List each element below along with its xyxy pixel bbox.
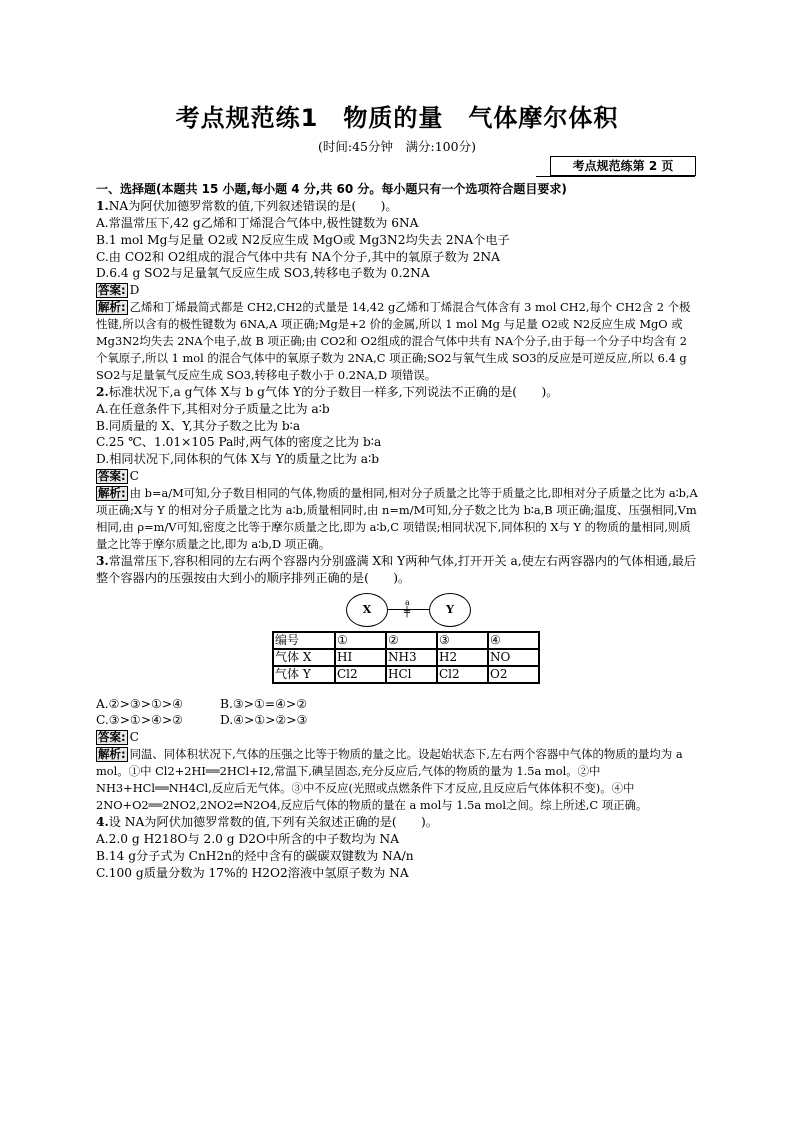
q1-option-a: A.常温常压下,42 g乙烯和丁烯混合气体中,极性键数为 6NA (96, 215, 419, 230)
q2-option-a: A.在任意条件下,其相对分子质量之比为 a∶b (96, 401, 330, 416)
explanation-label: 解析: (98, 747, 126, 762)
q4-option-c: C.100 g质量分数为 17%的 H2O2溶液中氢原子数为 NA (96, 865, 409, 880)
table-cell: Cl2 (437, 666, 488, 683)
page-subtitle: (时间:45分钟 满分:100分) (318, 139, 476, 154)
q3-explanation: 解析: 同温、同体积状况下,气体的压强之比等于物质的量之比。设起始状态下,左右两个容器中气体的物质的量均为 a mol。①中 Cl2+2HI══2HCl+I2,常温下,碘呈固态,充分反应后,气体的物质的量为 1.5a mol。②中 NH3+HCl══NH4Cl,反应后无气体。③中不反应(光照或点燃条件下才反应,且反应后气体体积不变)。④中 2NO+O2══2NO2,2NO2⇌N2O4,反应后气体的物质的量在 a mol与 1.5a mol之间。综上所述,C 项正确。 (96, 747, 683, 812)
table-cell: ④ (488, 632, 539, 649)
container-diagram (96, 593, 698, 627)
table-cell: HCl (386, 666, 437, 683)
table-cell: H2 (437, 649, 488, 666)
q1-option-d: D.6.4 g SO2与足量氧气反应生成 SO3,转移电子数为 0.2NA (96, 266, 430, 281)
explanation-label: 解析: (98, 300, 126, 315)
question-3-stem: 3.常温常压下,容积相同的左右两个容器内分别盛满 X和 Y两种气体,打开开关 a,使左右两容器内的气体相通,最后整个容器内的压强按由大到小的顺序排列正确的是( )。 (96, 553, 697, 585)
table-cell: Cl2 (335, 666, 386, 683)
q1-answer: 答案: D (98, 283, 140, 298)
table-row (273, 666, 539, 683)
table-cell: ② (386, 632, 437, 649)
q3-options-row-2 (96, 712, 698, 729)
table-cell: HI (335, 649, 386, 666)
question-number: 2. (96, 384, 109, 399)
q3-option-b: B.③>①=④>② (220, 696, 308, 711)
q2-option-c: C.25 ℃、1.01×105 Pa时,两气体的密度之比为 b∶a (96, 435, 382, 450)
q2-explanation: 解析: 由 b=a/M可知,分子数目相同的气体,物质的量相同,相对分子质量之比等于质量之比,即相对分子质量之比为 a∶b,A 项正确;X与 Y 的相对分子质量之比为 a∶b,质量相同时,由 n=m/M可知,分子数之比为 b∶a,B 项正确;温度、压强相同,Vm相同,由 ρ=m/V可知,密度之比等于摩尔质量之比,即为 a∶b,C 项错误;相同状况下,同体积的 X与 Y 的物质的量相同,则质量之比等于摩尔质量之比,即为 a∶b,D 项正确。 (96, 486, 698, 551)
question-number: 1. (96, 198, 109, 213)
answer-label: 答案: (98, 469, 126, 484)
q3-options-row-1 (96, 696, 698, 713)
table-cell: NH3 (386, 649, 437, 666)
page-tag-underline (536, 176, 695, 177)
table-cell: 气体 X (273, 649, 335, 666)
q4-option-a: A.2.0 g H218O与 2.0 g D2O中所含的中子数均为 NA (96, 831, 400, 846)
table-cell: 气体 Y (273, 666, 335, 683)
container-x: X (346, 593, 388, 627)
table-row (273, 649, 539, 666)
q3-option-a: A.②>③>①>④ (96, 696, 184, 711)
q2-option-d: D.相同状况下,同体积的气体 X与 Y的质量之比为 a∶b (96, 452, 380, 467)
gas-table (272, 631, 540, 684)
q3-answer: 答案: C (98, 730, 139, 745)
table-cell: ① (335, 632, 386, 649)
section-header: 一、选择题(本题共 15 小题,每小题 4 分,共 60 分。每小题只有一个选项符合题目要求) (96, 182, 567, 196)
table-cell: NO (488, 649, 539, 666)
q4-option-b: B.14 g分子式为 CnH2n的烃中含有的碳碳双键数为 NA/n (96, 848, 414, 863)
q1-explanation: 解析: 乙烯和丁烯最简式都是 CH2,CH2的式量是 14,42 g乙烯和丁烯混合气体含有 3 mol CH2,每个 CH2含 2 个极性键,所以含有的极性键数为 6NA,A 项正确;Mg是+2 价的金属,所以 1 mol Mg 与足量 O2或 N2反应生成 MgO 或 Mg3N2均失去 2NA个电子,故 B 项正确;由 CO2和 O2组成的混合气体中共有 NA个分子,由于每一个分子中均含有 2 个氧原子,所以 1 mol 的混合气体中的氧原子数为 2NA,C 项正确;SO2与氧气生成 SO3的反应是可逆反应,所以 6.4 g SO2与足量氧气反应生成 SO3,转移电子数小于 0.2NA,D 项错误。 (96, 300, 691, 382)
answer-label: 答案: (98, 730, 126, 745)
q2-option-b: B.同质量的 X、Y,其分子数之比为 b∶a (96, 418, 301, 433)
table-header-row (273, 632, 539, 649)
q3-option-d: D.④>①>②>③ (220, 713, 308, 728)
answer-label: 答案: (98, 283, 126, 298)
explanation-label: 解析: (98, 486, 126, 501)
question-4-stem: 4.设 NA为阿伏加德罗常数的值,下列有关叙述正确的是( )。 (96, 814, 438, 829)
q1-option-b: B.1 mol Mg与足量 O2或 N2反应生成 MgO或 Mg3N2均失去 2NA个电子 (96, 232, 510, 247)
container-y: Y (429, 593, 471, 627)
table-cell: O2 (488, 666, 539, 683)
page-title: 考点规范练1 物质的量 气体摩尔体积 (175, 104, 619, 132)
table-cell: ③ (437, 632, 488, 649)
table-cell: 编号 (273, 632, 335, 649)
question-number: 3. (96, 553, 109, 568)
q3-option-c: C.③>①>④>② (96, 713, 184, 728)
valve-icon: ╪ (404, 606, 411, 618)
question-2-stem: 2.标准状况下,a g气体 X与 b g气体 Y的分子数目一样多,下列说法不正确的是( )。 (96, 384, 559, 399)
valve-label: a (405, 597, 410, 607)
question-content (96, 181, 698, 881)
q2-answer: 答案: C (98, 469, 139, 484)
question-1-stem: 1.NA为阿伏加德罗常数的值,下列叙述错误的是( )。 (96, 198, 398, 213)
question-number: 4. (96, 814, 109, 829)
page-tag: 考点规范练第 2 页 (550, 156, 696, 176)
q1-option-c: C.由 CO2和 O2组成的混合气体中共有 NA个分子,其中的氧原子数为 2NA (96, 249, 500, 264)
